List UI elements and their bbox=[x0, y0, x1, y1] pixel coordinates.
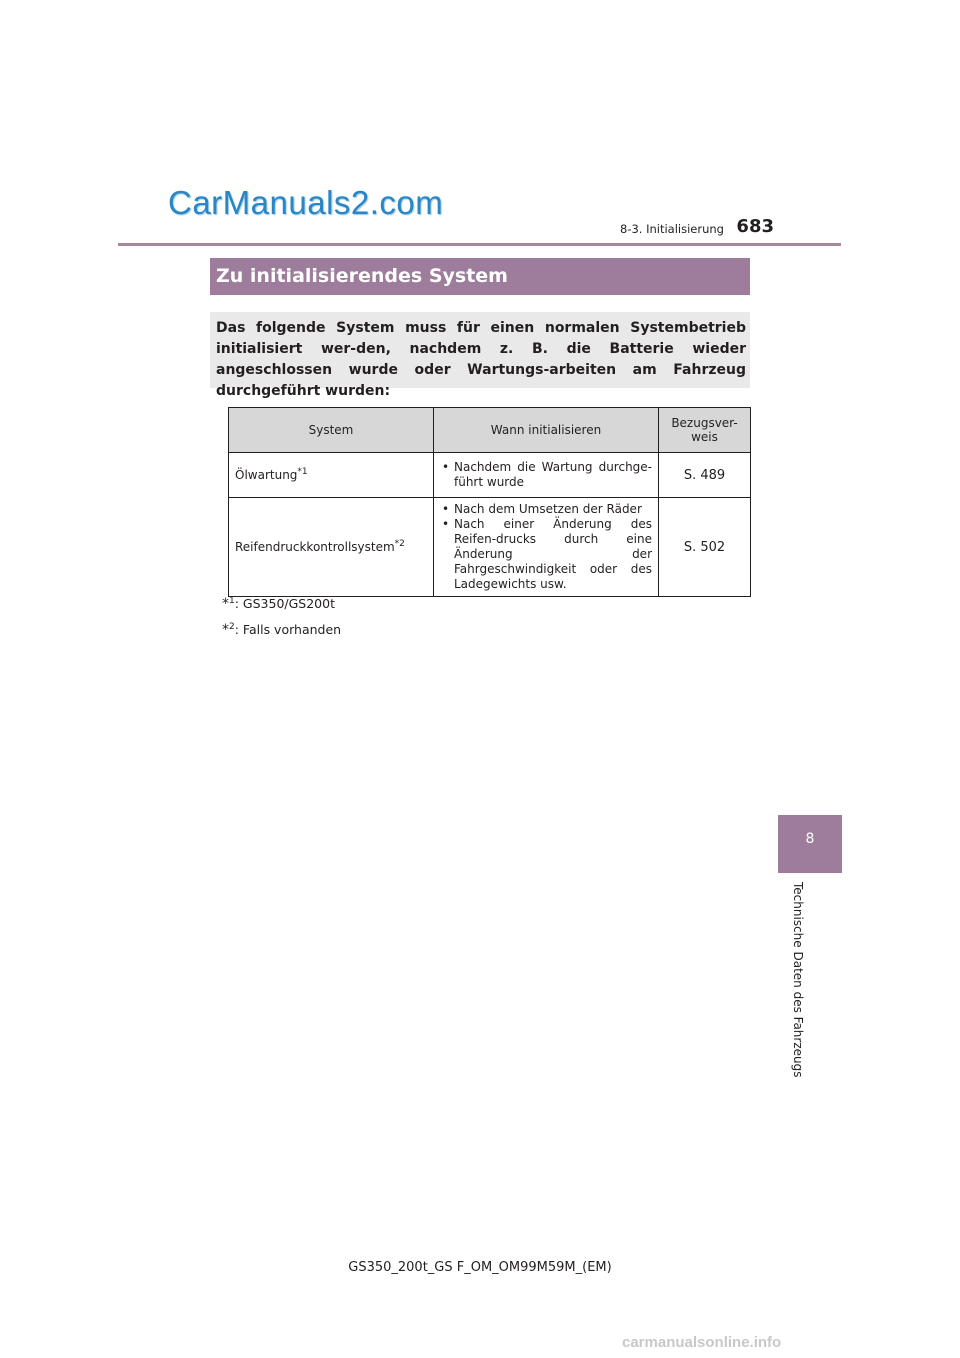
header-rule bbox=[118, 243, 841, 246]
table-row bbox=[229, 498, 751, 597]
footnote-mark: *2 bbox=[394, 539, 405, 549]
footnote-star: * bbox=[222, 622, 229, 638]
when-list bbox=[440, 460, 652, 490]
system-name: Ölwartung bbox=[235, 468, 298, 482]
cell-system bbox=[229, 498, 434, 597]
intro-text: Das folgende System muss für einen normalen Systembetrieb initialisiert wer-den, nachdem z. B. die Batterie wieder angeschlossen wurde oder Wartungs-arbeiten am Fahrzeug durchgeführt wurden: bbox=[216, 320, 746, 399]
footnote-number: 2 bbox=[229, 621, 235, 632]
header-when: Wann initialisieren bbox=[434, 408, 659, 453]
footer-document-code: GS350_200t_GS F_OM_OM99M59M_(EM) bbox=[348, 1260, 612, 1275]
system-table bbox=[228, 407, 751, 597]
chapter-tab bbox=[778, 815, 842, 873]
cell-reference: S. 489 bbox=[659, 453, 751, 498]
page-number: 683 bbox=[736, 216, 774, 237]
system-name: Reifendruckkontrollsystem bbox=[235, 540, 395, 554]
cell-when bbox=[434, 453, 659, 498]
header-reference: Bezugsver-weis bbox=[659, 408, 751, 453]
footnote-star: * bbox=[222, 596, 229, 612]
footnote-text: : Falls vorhanden bbox=[234, 622, 342, 637]
footnote-number: 1 bbox=[229, 595, 235, 606]
footnote-mark: *1 bbox=[297, 467, 308, 477]
cell-system bbox=[229, 453, 434, 498]
when-list bbox=[440, 502, 652, 592]
chapter-number: 8 bbox=[805, 831, 815, 847]
section-label: 8-3. Initialisierung bbox=[620, 222, 724, 236]
table-header-row bbox=[229, 408, 751, 453]
list-item: • Nachdem die Wartung durchge-führt wurde bbox=[440, 460, 652, 490]
watermark-logo: CarManuals2.com bbox=[168, 184, 444, 221]
list-item: • Nach einer Änderung des Reifen-drucks durch eine Änderung der Fahrgeschwindigkeit oder des Ladegewichts usw. bbox=[440, 517, 652, 592]
section-title-bar bbox=[210, 258, 750, 295]
header-system: System bbox=[229, 408, 434, 453]
footnote-text: : GS350/GS200t bbox=[234, 596, 335, 611]
intro-box bbox=[210, 312, 750, 399]
section-title: Zu initialisierendes System bbox=[216, 265, 508, 287]
list-item: • Nach dem Umsetzen der Räder bbox=[440, 502, 652, 517]
footnote-1 bbox=[222, 596, 335, 612]
table-row bbox=[229, 453, 751, 498]
footnote-2 bbox=[222, 622, 341, 638]
chapter-title: Technische Daten des Fahrzeugs bbox=[791, 882, 805, 1078]
cell-when bbox=[434, 498, 659, 597]
watermark-bottom: carmanualsonline.info bbox=[622, 1334, 782, 1351]
cell-reference: S. 502 bbox=[659, 498, 751, 597]
